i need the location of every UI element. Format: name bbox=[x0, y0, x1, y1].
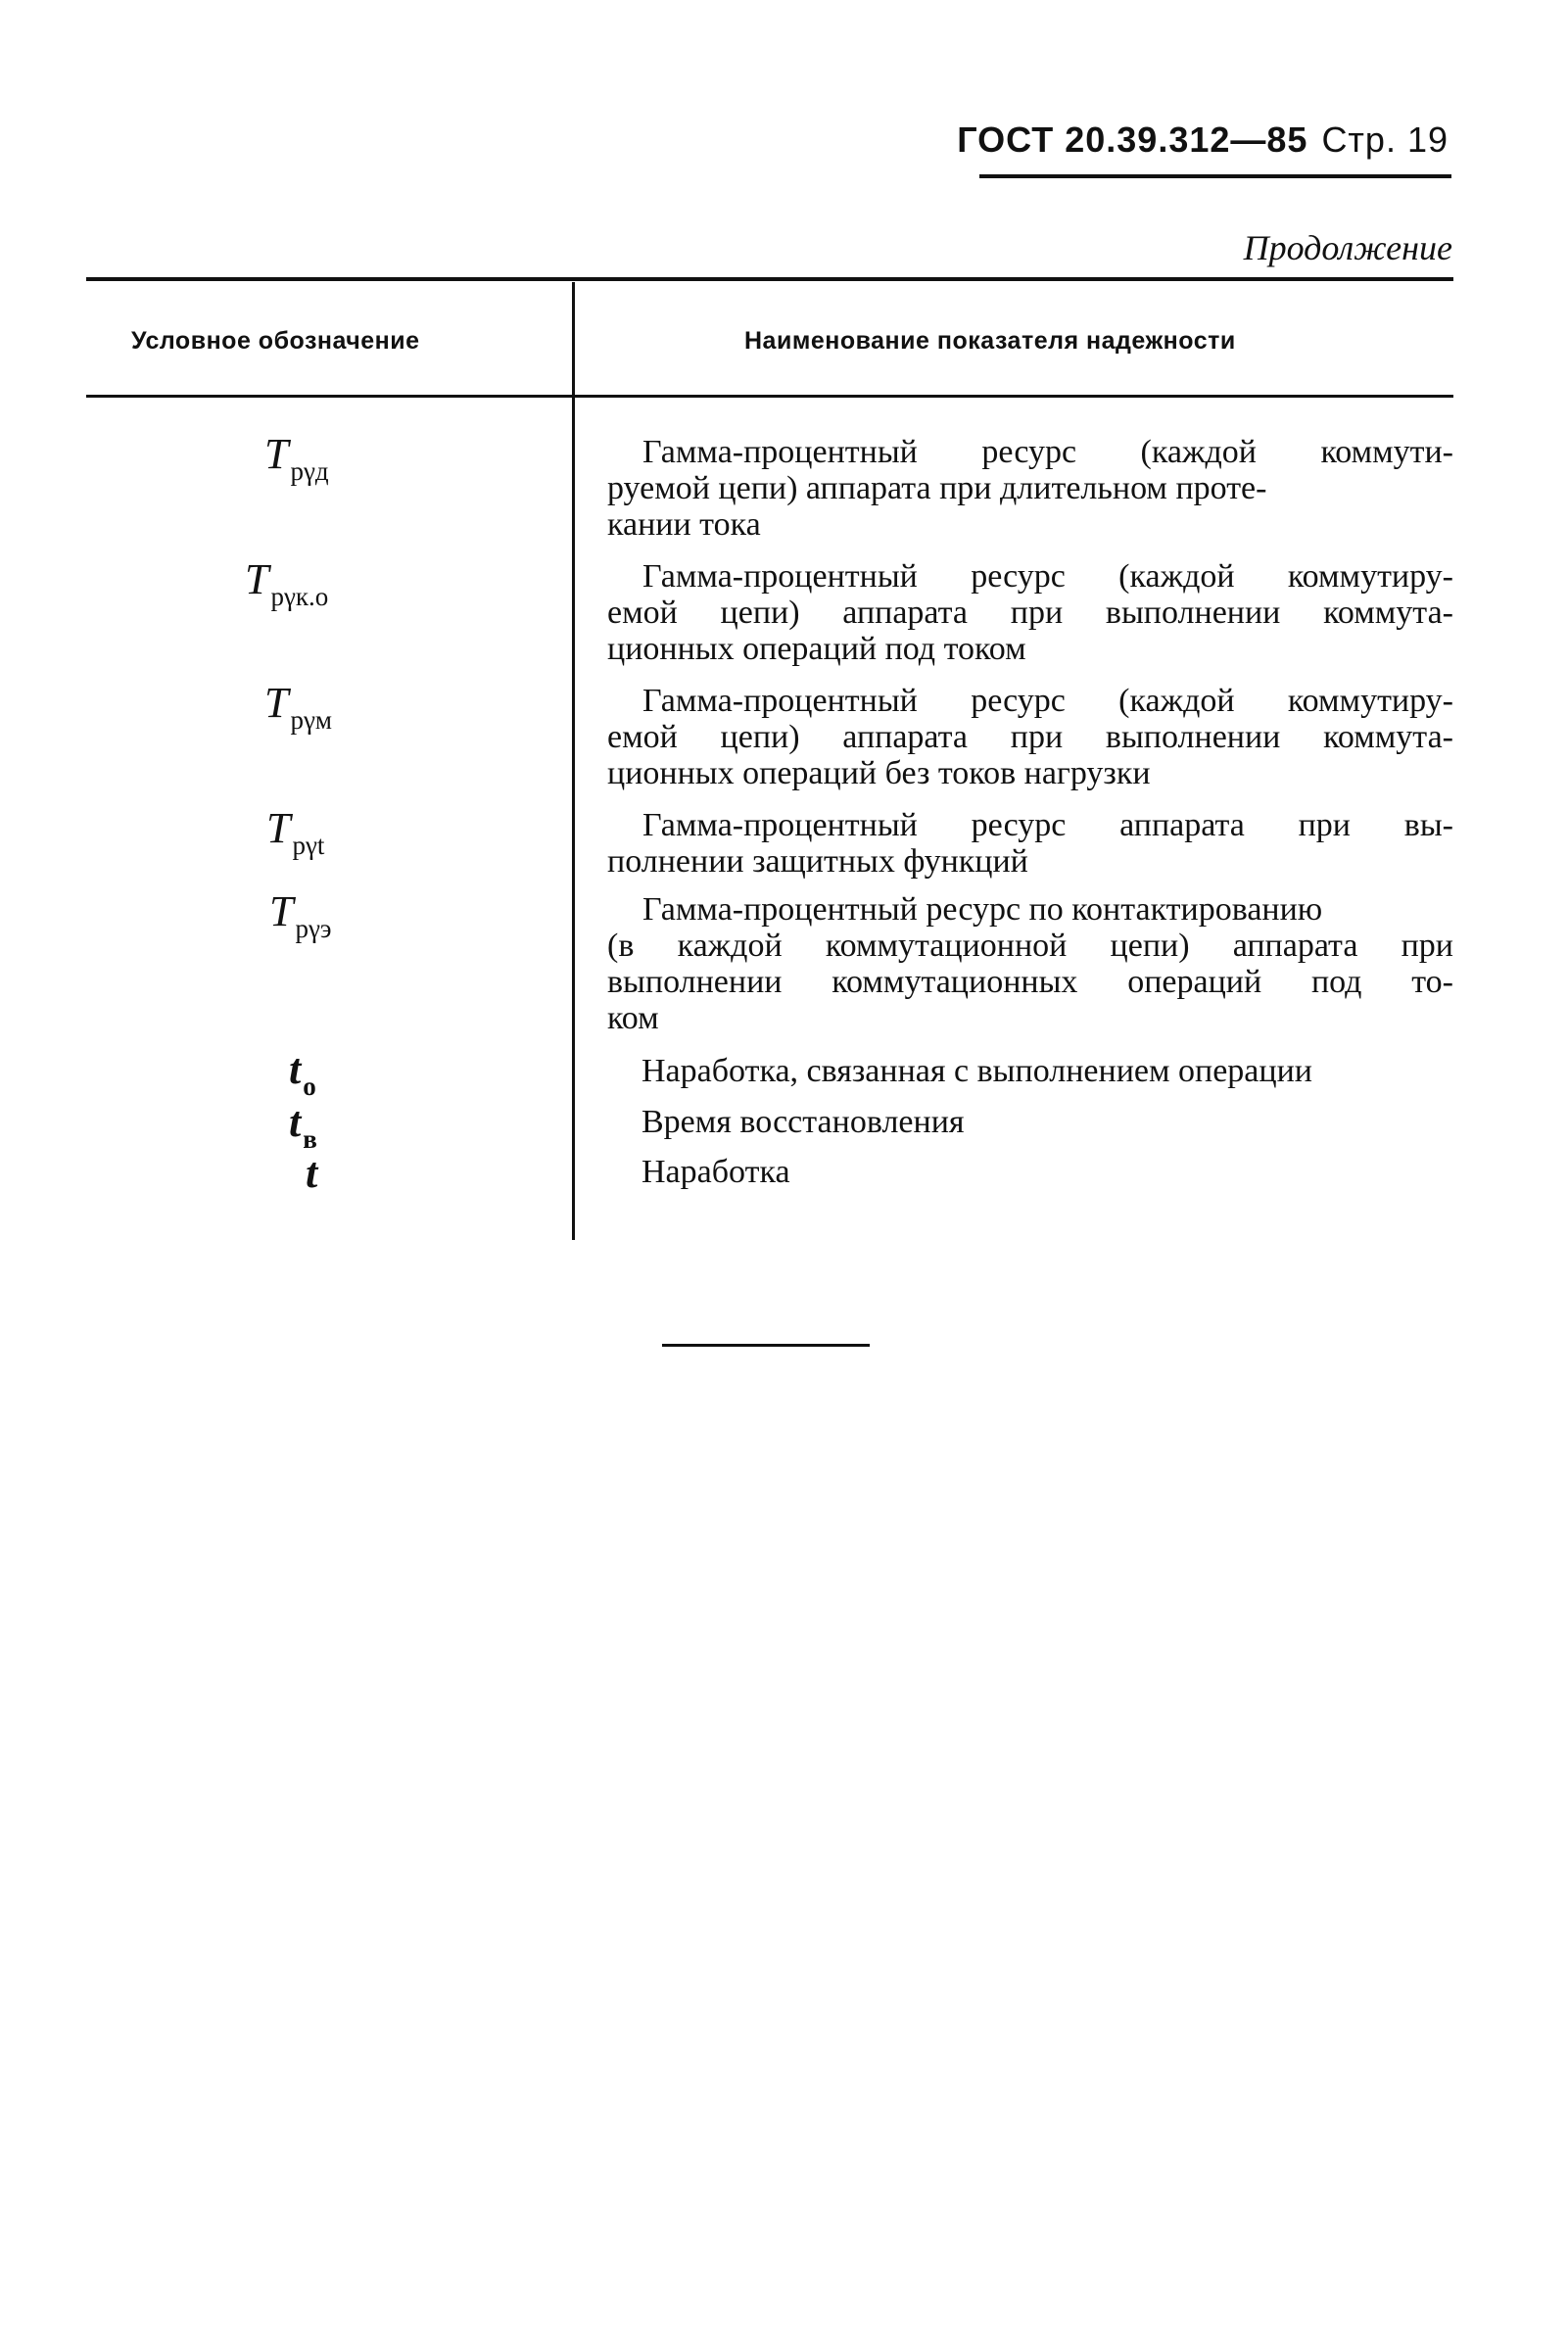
table-top-rule bbox=[86, 277, 1453, 281]
description-row: Наработка bbox=[641, 1154, 790, 1190]
column-header-symbol: Условное обозначение bbox=[131, 327, 420, 355]
symbol-t-o: $t_о$ bbox=[289, 1045, 316, 1101]
header-rule bbox=[979, 174, 1451, 178]
description-row: Наработка, связанная с выполнением операции bbox=[641, 1053, 1312, 1089]
symbol-t-pym: $T_{p\gamma м}$ bbox=[264, 679, 333, 735]
end-rule bbox=[662, 1344, 870, 1347]
description-row: Гамма-процентный ресурс (каждой коммути- руемой цепи) аппарата при длительном проте- кании тока bbox=[607, 434, 1453, 543]
symbol-t-pyko: $T_{p\gamma к.о}$ bbox=[245, 555, 329, 611]
symbol-t-pyt: $T_{p\gamma t}$ bbox=[266, 804, 325, 860]
symbol-t-pye: $T_{p\gamma э}$ bbox=[269, 887, 332, 943]
table-header-rule bbox=[86, 395, 1453, 398]
page-number: Стр. 19 bbox=[1321, 119, 1449, 160]
description-row: Гамма-процентный ресурс (каждой коммутиру- емой цепи) аппарата при выполнении коммута- ционных операций под током bbox=[607, 558, 1453, 667]
document-number: ГОСТ 20.39.312—85 bbox=[957, 119, 1308, 160]
continuation-label: Продолжение bbox=[1243, 228, 1452, 267]
description-row: Гамма-процентный ресурс аппарата при вы- полнении защитных функций bbox=[607, 807, 1453, 880]
symbol-t: t bbox=[306, 1149, 318, 1197]
description-row: Время восстановления bbox=[641, 1104, 965, 1140]
symbol-t-v: $t_в$ bbox=[289, 1098, 317, 1154]
column-header-name: Наименование показателя надежности bbox=[744, 327, 1236, 355]
column-divider bbox=[572, 282, 575, 1240]
page-header bbox=[957, 119, 1449, 161]
description-row: Гамма-процентный ресурс (каждой коммутиру- емой цепи) аппарата при выполнении коммута- ционных операций без токов нагрузки bbox=[607, 683, 1453, 791]
symbol-t-pyd: $T_{p\gamma д}$ bbox=[264, 430, 329, 486]
description-row: Гамма-процентный ресурс по контактированию (в каждой коммутационной цепи) аппарата при выполнении коммутационных операций под то- ком bbox=[607, 891, 1453, 1036]
